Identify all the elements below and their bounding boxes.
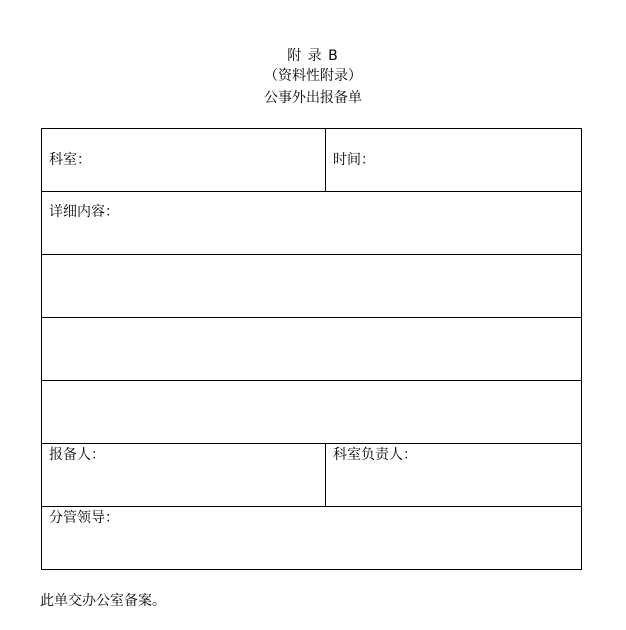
form-row-details-blank-3 <box>42 381 582 444</box>
details-field[interactable] <box>42 192 582 255</box>
department-field[interactable] <box>42 129 326 192</box>
form-row-details-blank-1 <box>42 255 582 318</box>
reporter-label: 报备人： <box>49 447 105 463</box>
leader-field[interactable] <box>42 507 582 570</box>
details-label: 详细内容： <box>49 204 119 220</box>
footer-note: 此单交办公室备案。 <box>40 593 166 609</box>
form-title: 公事外出报备单 <box>264 90 362 106</box>
details-blank-line[interactable] <box>42 255 582 318</box>
form-row-details <box>42 192 582 255</box>
report-form-table <box>41 128 582 570</box>
reporter-field[interactable] <box>42 444 326 507</box>
form-row-leader <box>42 507 582 570</box>
dept-head-label: 科室负责人： <box>333 447 417 463</box>
dept-head-field[interactable] <box>326 444 582 507</box>
leader-label: 分管领导： <box>49 510 119 526</box>
form-row-department-time <box>42 129 582 192</box>
department-label: 科室： <box>49 152 91 168</box>
form-row-signatures <box>42 444 582 507</box>
form-row-details-blank-2 <box>42 318 582 381</box>
appendix-label: 附 录 B <box>287 48 339 64</box>
appendix-type: （资料性附录） <box>264 68 362 84</box>
time-label: 时间： <box>333 152 375 168</box>
details-blank-line[interactable] <box>42 318 582 381</box>
time-field[interactable] <box>326 129 582 192</box>
details-blank-line[interactable] <box>42 381 582 444</box>
